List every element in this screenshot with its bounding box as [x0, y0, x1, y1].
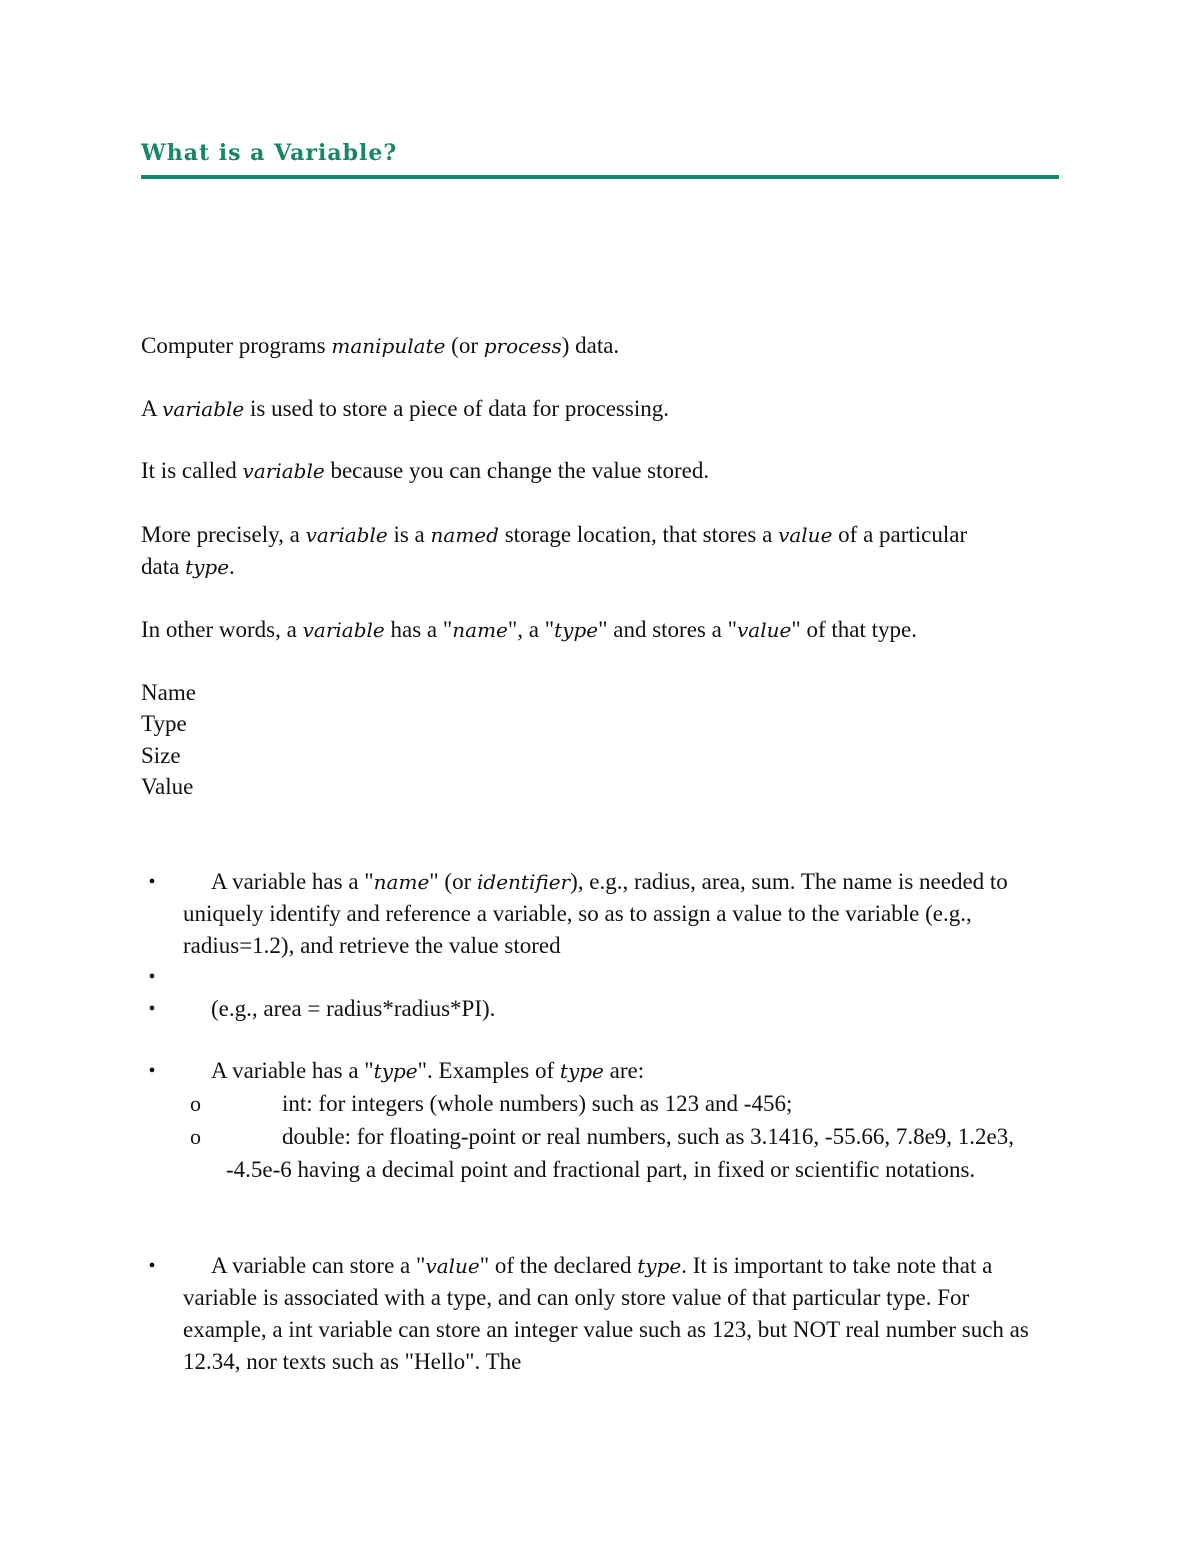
attribute-list-item: Type	[141, 711, 187, 736]
page-title: What is a Variable?	[141, 140, 1059, 179]
bullet-type: A variable has a "type". Examples of type are:	[211, 1058, 645, 1083]
sub-bullet-marker: o	[190, 1091, 201, 1116]
sub-bullet-int: int: for integers (whole numbers) such as 123 and -456;	[282, 1091, 793, 1116]
bullet-marker: •	[148, 1255, 156, 1277]
paragraph-manipulate: Computer programs manipulate (or process) data.	[141, 333, 620, 358]
attribute-list-item: Size	[141, 743, 181, 768]
bullet-value: A variable can store a "value" of the declared type. It is important to take note that a variable is associated with a type, and can only store value of that particular type. For example, a int variable can store an integer value such as 123, but NOT real number such as 12.34, nor texts such as "Hello". The	[183, 1253, 1029, 1374]
paragraph-variable-store: A variable is used to store a piece of data for processing.	[141, 396, 669, 421]
bullet-name: A variable has a "name" (or identifier), e.g., radius, area, sum. The name is needed to uniquely identify and reference a variable, so as to assign a value to the variable (e.g., radius=1.2), and retrieve the value stored	[183, 869, 1008, 958]
bullet-marker: •	[148, 966, 156, 988]
attribute-list-item: Value	[141, 774, 194, 799]
attribute-list-item: Name	[141, 680, 196, 705]
sub-bullet-double: double: for floating-point or real numbers, such as 3.1416, -55.66, 7.8e9, 1.2e3, -4.5e-6 having a decimal point and fractional part, in fixed or scientific notations.	[226, 1124, 1015, 1182]
sub-bullet-marker: o	[190, 1124, 201, 1149]
bullet-marker: •	[148, 1060, 156, 1082]
paragraph-precisely: More precisely, a variable is a named storage location, that stores a value of a particular data type.	[141, 522, 968, 579]
paragraph-in-other-words: In other words, a variable has a "name", a "type" and stores a "value" of that type.	[141, 617, 917, 642]
bullet-marker: •	[148, 871, 156, 893]
bullet-marker: •	[148, 998, 156, 1020]
bullet-area-example: (e.g., area = radius*radius*PI).	[211, 996, 496, 1021]
paragraph-called-variable: It is called variable because you can change the value stored.	[141, 458, 710, 483]
